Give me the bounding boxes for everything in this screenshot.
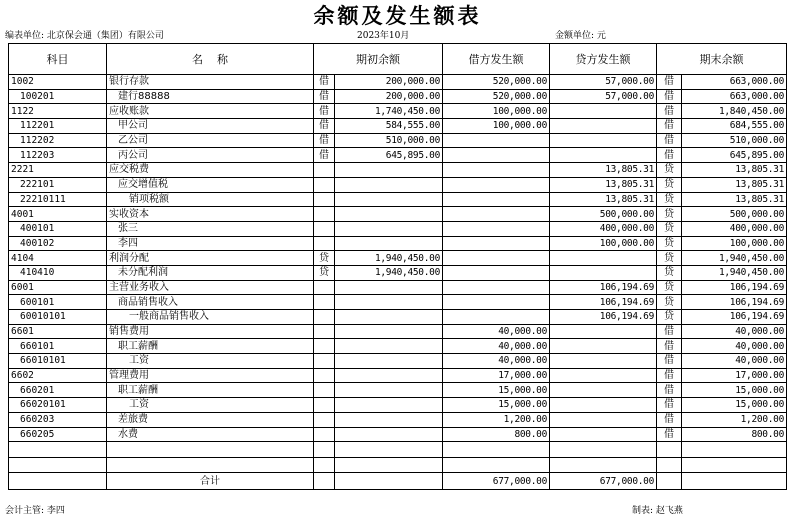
blank-row [9, 457, 787, 473]
account-name: 一般商品销售收入 [107, 310, 314, 325]
empty-cell [682, 457, 787, 473]
account-code: 66020101 [9, 398, 107, 413]
table-row [9, 119, 787, 134]
credit-amount [550, 339, 657, 354]
opening-direction: 借 [314, 89, 335, 104]
closing-amount: 15,000.00 [682, 383, 787, 398]
account-name: 利润分配 [107, 251, 314, 266]
empty-cell [9, 442, 107, 458]
credit-amount [550, 324, 657, 339]
table-row [9, 383, 787, 398]
opening-amount [335, 383, 443, 398]
table-row [9, 398, 787, 413]
table-row [9, 221, 787, 236]
header-opening: 期初余额 [314, 44, 443, 75]
closing-direction: 借 [657, 148, 682, 163]
closing-direction: 借 [657, 412, 682, 427]
opening-amount [335, 163, 443, 178]
closing-direction: 借 [657, 427, 682, 442]
table-row [9, 148, 787, 163]
empty-cell [314, 442, 335, 458]
total-close-amt-cell [682, 473, 787, 490]
opening-amount: 1,940,450.00 [335, 251, 443, 266]
credit-amount [550, 265, 657, 280]
closing-direction: 借 [657, 383, 682, 398]
table-row [9, 280, 787, 295]
company-label: 编表单位: 北京保会通（集团）有限公司 [5, 31, 164, 41]
table-row [9, 89, 787, 104]
account-code: 1122 [9, 104, 107, 119]
closing-amount: 500,000.00 [682, 207, 787, 222]
credit-amount: 13,805.31 [550, 177, 657, 192]
header-code: 科目 [9, 44, 107, 75]
empty-cell [443, 457, 550, 473]
empty-cell [335, 442, 443, 458]
closing-amount: 1,940,450.00 [682, 265, 787, 280]
opening-amount [335, 295, 443, 310]
closing-direction: 贷 [657, 207, 682, 222]
closing-amount: 106,194.69 [682, 295, 787, 310]
account-code: 410410 [9, 265, 107, 280]
credit-amount: 400,000.00 [550, 221, 657, 236]
debit-amount [443, 295, 550, 310]
debit-amount: 520,000.00 [443, 89, 550, 104]
table-row [9, 324, 787, 339]
header-debit: 借方发生额 [443, 44, 550, 75]
table-row [9, 368, 787, 383]
closing-amount: 13,805.31 [682, 163, 787, 178]
debit-amount [443, 133, 550, 148]
opening-direction: 借 [314, 104, 335, 119]
account-name: 建行88888 [107, 89, 314, 104]
table-row [9, 427, 787, 442]
debit-amount [443, 280, 550, 295]
opening-direction [314, 324, 335, 339]
closing-amount: 40,000.00 [682, 324, 787, 339]
total-open-amt-cell [335, 473, 443, 490]
account-name: 未分配利润 [107, 265, 314, 280]
account-code: 6602 [9, 368, 107, 383]
opening-direction [314, 207, 335, 222]
closing-amount: 663,000.00 [682, 75, 787, 90]
table-row [9, 133, 787, 148]
debit-amount [443, 265, 550, 280]
table-row [9, 75, 787, 90]
debit-amount [443, 236, 550, 251]
opening-amount: 584,555.00 [335, 119, 443, 134]
debit-amount: 15,000.00 [443, 398, 550, 413]
closing-direction: 贷 [657, 265, 682, 280]
table-row [9, 310, 787, 325]
account-code: 112201 [9, 119, 107, 134]
empty-cell [682, 442, 787, 458]
opening-direction [314, 339, 335, 354]
credit-amount: 57,000.00 [550, 89, 657, 104]
credit-amount [550, 133, 657, 148]
closing-amount: 645,895.00 [682, 148, 787, 163]
empty-cell [314, 457, 335, 473]
opening-amount [335, 398, 443, 413]
closing-amount: 106,194.69 [682, 280, 787, 295]
account-name: 李四 [107, 236, 314, 251]
debit-amount [443, 207, 550, 222]
closing-amount: 106,194.69 [682, 310, 787, 325]
empty-cell [550, 442, 657, 458]
opening-direction: 借 [314, 148, 335, 163]
debit-amount [443, 221, 550, 236]
debit-amount [443, 177, 550, 192]
opening-direction: 贷 [314, 251, 335, 266]
debit-amount: 100,000.00 [443, 119, 550, 134]
account-name: 乙公司 [107, 133, 314, 148]
closing-amount: 13,805.31 [682, 177, 787, 192]
closing-direction: 贷 [657, 251, 682, 266]
account-code: 6001 [9, 280, 107, 295]
opening-direction [314, 427, 335, 442]
opening-amount: 200,000.00 [335, 89, 443, 104]
account-name: 应交增值税 [107, 177, 314, 192]
table-row [9, 339, 787, 354]
closing-direction: 借 [657, 368, 682, 383]
opening-direction [314, 368, 335, 383]
opening-amount: 1,940,450.00 [335, 265, 443, 280]
credit-amount: 100,000.00 [550, 236, 657, 251]
account-code: 100201 [9, 89, 107, 104]
account-name: 甲公司 [107, 119, 314, 134]
opening-amount: 1,740,450.00 [335, 104, 443, 119]
opening-amount [335, 310, 443, 325]
closing-amount: 40,000.00 [682, 354, 787, 369]
account-name: 应收账款 [107, 104, 314, 119]
opening-direction [314, 280, 335, 295]
opening-direction: 借 [314, 119, 335, 134]
opening-amount [335, 236, 443, 251]
opening-amount [335, 354, 443, 369]
closing-direction: 借 [657, 324, 682, 339]
credit-amount [550, 427, 657, 442]
table-row [9, 251, 787, 266]
debit-amount [443, 310, 550, 325]
credit-amount [550, 104, 657, 119]
debit-amount: 40,000.00 [443, 324, 550, 339]
account-code: 400101 [9, 221, 107, 236]
closing-amount: 800.00 [682, 427, 787, 442]
closing-amount: 17,000.00 [682, 368, 787, 383]
account-code: 112202 [9, 133, 107, 148]
account-code: 66010101 [9, 354, 107, 369]
opening-amount: 645,895.00 [335, 148, 443, 163]
debit-amount [443, 192, 550, 207]
debit-amount: 520,000.00 [443, 75, 550, 90]
closing-direction: 借 [657, 119, 682, 134]
closing-amount: 13,805.31 [682, 192, 787, 207]
account-name: 工资 [107, 354, 314, 369]
credit-amount: 106,194.69 [550, 310, 657, 325]
credit-amount [550, 398, 657, 413]
debit-amount: 17,000.00 [443, 368, 550, 383]
account-code: 2221 [9, 163, 107, 178]
account-name: 银行存款 [107, 75, 314, 90]
opening-direction [314, 177, 335, 192]
debit-amount [443, 163, 550, 178]
account-code: 660203 [9, 412, 107, 427]
table-row [9, 412, 787, 427]
opening-direction [314, 383, 335, 398]
header-closing: 期末余额 [657, 44, 787, 75]
empty-cell [107, 442, 314, 458]
total-row [9, 473, 787, 490]
table-row [9, 177, 787, 192]
credit-amount [550, 368, 657, 383]
credit-amount: 13,805.31 [550, 192, 657, 207]
account-name: 销售费用 [107, 324, 314, 339]
opening-amount [335, 280, 443, 295]
opening-direction [314, 163, 335, 178]
opening-direction: 借 [314, 133, 335, 148]
account-name: 工资 [107, 398, 314, 413]
opening-direction [314, 412, 335, 427]
account-name: 实收资本 [107, 207, 314, 222]
closing-direction: 贷 [657, 177, 682, 192]
preparer-label: 制表: 赵飞燕 [632, 506, 683, 516]
opening-direction: 贷 [314, 265, 335, 280]
account-name: 主营业务收入 [107, 280, 314, 295]
account-name: 差旅费 [107, 412, 314, 427]
table-row [9, 236, 787, 251]
account-code: 222101 [9, 177, 107, 192]
account-name: 丙公司 [107, 148, 314, 163]
blank-row [9, 442, 787, 458]
opening-direction [314, 221, 335, 236]
account-code: 4104 [9, 251, 107, 266]
credit-amount: 500,000.00 [550, 207, 657, 222]
closing-amount: 1,840,450.00 [682, 104, 787, 119]
table-row [9, 265, 787, 280]
closing-amount: 510,000.00 [682, 133, 787, 148]
account-code: 4001 [9, 207, 107, 222]
closing-direction: 借 [657, 89, 682, 104]
table-row [9, 192, 787, 207]
closing-direction: 贷 [657, 310, 682, 325]
closing-direction: 贷 [657, 280, 682, 295]
closing-direction: 借 [657, 104, 682, 119]
account-name: 商品销售收入 [107, 295, 314, 310]
table-row [9, 354, 787, 369]
empty-cell [335, 457, 443, 473]
table-row [9, 104, 787, 119]
closing-direction: 借 [657, 354, 682, 369]
closing-direction: 借 [657, 398, 682, 413]
total-open-dir-cell [314, 473, 335, 490]
credit-amount: 57,000.00 [550, 75, 657, 90]
credit-amount: 106,194.69 [550, 295, 657, 310]
account-code: 600101 [9, 295, 107, 310]
account-code: 60010101 [9, 310, 107, 325]
closing-direction: 贷 [657, 163, 682, 178]
debit-amount: 800.00 [443, 427, 550, 442]
empty-cell [9, 457, 107, 473]
debit-amount [443, 251, 550, 266]
opening-amount: 200,000.00 [335, 75, 443, 90]
header-name: 名 称 [107, 44, 314, 75]
opening-amount [335, 427, 443, 442]
closing-amount: 400,000.00 [682, 221, 787, 236]
credit-amount [550, 383, 657, 398]
debit-amount: 40,000.00 [443, 354, 550, 369]
opening-direction [314, 354, 335, 369]
debit-amount [443, 148, 550, 163]
account-code: 660101 [9, 339, 107, 354]
closing-direction: 贷 [657, 236, 682, 251]
closing-amount: 100,000.00 [682, 236, 787, 251]
credit-amount [550, 119, 657, 134]
debit-amount: 100,000.00 [443, 104, 550, 119]
table-header-row [9, 44, 787, 75]
account-name: 职工薪酬 [107, 339, 314, 354]
opening-amount [335, 412, 443, 427]
empty-cell [107, 457, 314, 473]
total-label: 合计 [107, 473, 314, 490]
currency-unit-label: 金额单位: 元 [555, 31, 606, 41]
table-row [9, 207, 787, 222]
closing-amount: 15,000.00 [682, 398, 787, 413]
closing-amount: 40,000.00 [682, 339, 787, 354]
account-code: 1002 [9, 75, 107, 90]
opening-amount [335, 221, 443, 236]
closing-amount: 663,000.00 [682, 89, 787, 104]
account-code: 660205 [9, 427, 107, 442]
total-close-dir-cell [657, 473, 682, 490]
opening-direction [314, 398, 335, 413]
opening-direction [314, 236, 335, 251]
opening-direction: 借 [314, 75, 335, 90]
balance-table [8, 43, 787, 490]
total-code-cell [9, 473, 107, 490]
empty-cell [657, 457, 682, 473]
account-name: 张三 [107, 221, 314, 236]
opening-amount [335, 192, 443, 207]
header-credit: 贷方发生额 [550, 44, 657, 75]
opening-amount [335, 339, 443, 354]
opening-direction [314, 295, 335, 310]
closing-direction: 贷 [657, 192, 682, 207]
empty-cell [443, 442, 550, 458]
account-name: 销项税额 [107, 192, 314, 207]
credit-amount [550, 148, 657, 163]
account-code: 400102 [9, 236, 107, 251]
opening-amount [335, 324, 443, 339]
opening-direction [314, 310, 335, 325]
closing-direction: 借 [657, 133, 682, 148]
total-credit: 677,000.00 [550, 473, 657, 490]
empty-cell [550, 457, 657, 473]
table-body [9, 75, 787, 473]
opening-amount: 510,000.00 [335, 133, 443, 148]
closing-direction: 借 [657, 75, 682, 90]
opening-direction [314, 192, 335, 207]
debit-amount: 1,200.00 [443, 412, 550, 427]
debit-amount: 15,000.00 [443, 383, 550, 398]
closing-amount: 1,940,450.00 [682, 251, 787, 266]
opening-amount [335, 177, 443, 192]
closing-amount: 1,200.00 [682, 412, 787, 427]
credit-amount [550, 251, 657, 266]
account-code: 6601 [9, 324, 107, 339]
account-code: 22210111 [9, 192, 107, 207]
credit-amount [550, 354, 657, 369]
credit-amount [550, 412, 657, 427]
opening-amount [335, 207, 443, 222]
closing-direction: 借 [657, 339, 682, 354]
account-name: 管理费用 [107, 368, 314, 383]
supervisor-label: 会计主管: 李四 [5, 506, 65, 516]
empty-cell [657, 442, 682, 458]
total-debit: 677,000.00 [443, 473, 550, 490]
debit-amount: 40,000.00 [443, 339, 550, 354]
table-row [9, 295, 787, 310]
table-row [9, 163, 787, 178]
closing-direction: 贷 [657, 295, 682, 310]
credit-amount: 13,805.31 [550, 163, 657, 178]
account-name: 水费 [107, 427, 314, 442]
credit-amount: 106,194.69 [550, 280, 657, 295]
account-name: 职工薪酬 [107, 383, 314, 398]
closing-amount: 684,555.00 [682, 119, 787, 134]
closing-direction: 贷 [657, 221, 682, 236]
period-label: 2023年10月 [357, 31, 410, 41]
report-title: 余额及发生额表 [313, 4, 482, 28]
account-name: 应交税费 [107, 163, 314, 178]
account-code: 660201 [9, 383, 107, 398]
account-code: 112203 [9, 148, 107, 163]
opening-amount [335, 368, 443, 383]
